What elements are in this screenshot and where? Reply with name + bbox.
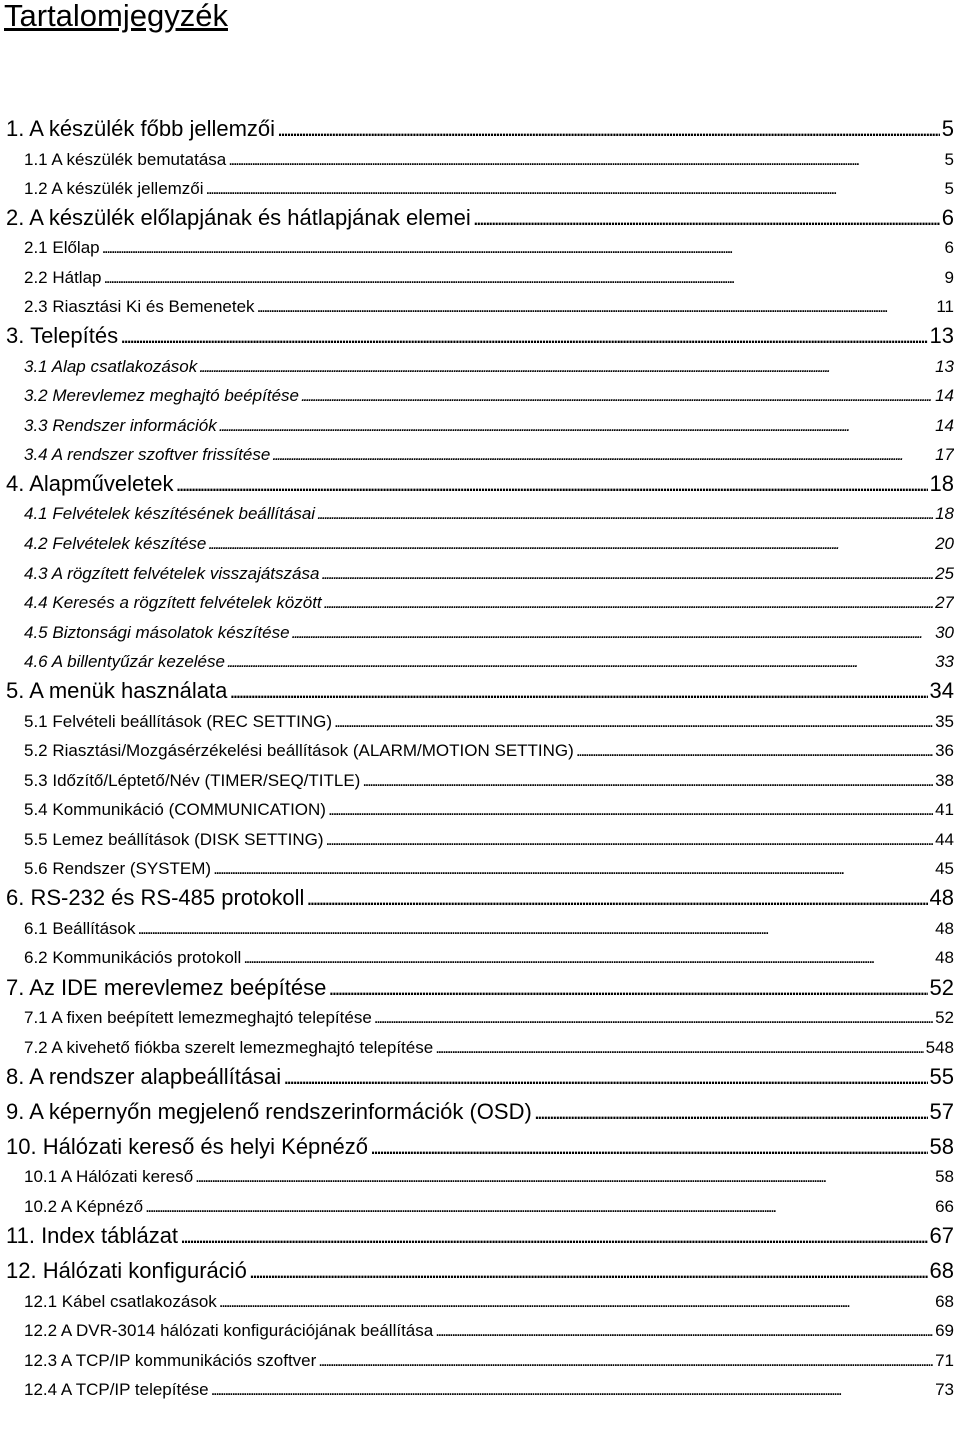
toc-entry-page-number: 13 [935,357,954,376]
dot-leader [257,297,935,317]
dot-leader [249,1258,928,1284]
toc-entry-page-number: 52 [935,1008,954,1027]
toc-entry-label: 4.1 Felvételek készítésének beállításai [24,504,316,523]
page-title: Tartalomjegyzék [4,0,228,33]
toc-entry[interactable] [6,1134,954,1164]
toc-entry[interactable] [6,678,954,708]
dot-leader [219,416,933,436]
toc-entry[interactable] [24,919,954,945]
toc-entry[interactable] [24,534,954,560]
toc-entry[interactable] [24,357,954,383]
toc-entry-label: 12.3 A TCP/IP kommunikációs szoftver [24,1351,317,1370]
toc-entry[interactable] [24,1167,954,1193]
toc-entry-label: 5. A menük használata [6,678,228,703]
dot-leader [328,800,933,820]
toc-entry-page-number: 52 [929,975,954,1000]
toc-entry-page-number: 6 [944,238,954,257]
toc-entry-page-number: 68 [935,1292,954,1311]
toc-entry[interactable] [24,150,954,176]
dot-leader [370,1134,928,1160]
toc-entry-label: 2.1 Előlap [24,238,100,257]
dot-leader [176,471,928,497]
dot-leader [277,116,940,142]
toc-entry-page-number: 48 [935,948,954,967]
toc-entry[interactable] [24,830,954,856]
toc-entry-label: 9. A képernyőn megjelenő rendszerinformációk (OSD) [6,1099,532,1124]
toc-entry-page-number: 48 [929,885,954,910]
toc-entry[interactable] [24,1321,954,1347]
toc-entry-label: 12.2 A DVR-3014 hálózati konfigurációjának beállítása [24,1321,434,1340]
toc-entry-page-number: 57 [929,1099,954,1124]
toc-entry-label: 4.6 A billentyűzár kezelése [24,652,225,671]
toc-entry-page-number: 34 [929,678,954,703]
toc-entry[interactable] [24,652,954,678]
dot-leader [120,323,927,349]
toc-entry-label: 1.2 A készülék jellemzői [24,179,204,198]
toc-entry-page-number: 6 [941,205,954,230]
toc-entry-label: 3.1 Alap csatlakozások [24,357,198,376]
dot-leader [292,623,934,643]
toc-entry-label: 2.2 Hátlap [24,268,102,287]
toc-entry[interactable] [6,205,954,235]
toc-entry-label: 6. RS-232 és RS-485 protokoll [6,885,305,910]
dot-leader [229,678,927,704]
toc-entry-label: 5.3 Időzítő/Léptető/Név (TIMER/SEQ/TITLE) [24,771,361,790]
toc-entry[interactable] [24,1351,954,1377]
dot-leader [473,205,940,231]
toc-entry[interactable] [24,593,954,619]
toc-entry-page-number: 68 [929,1258,954,1283]
dot-leader [219,1292,933,1312]
dot-leader [324,593,933,613]
toc-entry[interactable] [24,948,954,974]
toc-entry[interactable] [24,504,954,530]
toc-entry[interactable] [6,1099,954,1129]
dot-leader [283,1064,927,1090]
toc-entry-page-number: 33 [935,652,954,671]
toc-entry-label: 3. Telepítés [6,323,119,348]
dot-leader [435,1038,923,1058]
dot-leader [206,179,943,199]
toc-entry-label: 5.4 Kommunikáció (COMMUNICATION) [24,800,326,819]
toc-entry-page-number: 18 [935,504,954,523]
toc-entry-page-number: 48 [935,919,954,938]
toc-entry-page-number: 67 [929,1223,954,1248]
dot-leader [272,445,933,465]
toc-entry-page-number: 30 [935,623,954,642]
toc-entry-page-number: 5 [944,179,954,198]
toc-entry[interactable] [24,859,954,885]
toc-entry-page-number: 66 [935,1197,954,1216]
toc-entry-page-number: 35 [935,712,954,731]
toc-entry[interactable] [24,1038,954,1064]
toc-entry[interactable] [24,741,954,767]
toc-entry[interactable] [24,771,954,797]
dot-leader [102,238,943,258]
toc-entry-label: 3.2 Merevlemez meghajtó beépítése [24,386,299,405]
dot-leader [328,975,927,1001]
toc-entry[interactable] [24,179,954,205]
toc-entry[interactable] [6,323,954,353]
toc-entry[interactable] [6,1223,954,1253]
toc-entry-page-number: 17 [935,445,954,464]
toc-entry[interactable] [24,1292,954,1318]
toc-entry-page-number: 20 [935,534,954,553]
dot-leader [208,534,933,554]
toc-entry[interactable] [6,1258,954,1288]
toc-entry-label: 10.2 A Képnéző [24,1197,144,1216]
toc-entry-label: 12. Hálózati konfiguráció [6,1258,247,1283]
toc-entry-page-number: 25 [935,564,954,583]
toc-entry-label: 5.1 Felvételi beállítások (REC SETTING) [24,712,332,731]
toc-entry-page-number: 14 [935,416,954,435]
toc-entry[interactable] [24,297,954,323]
toc-entry-page-number: 27 [935,593,954,612]
toc-entry[interactable] [6,116,954,146]
toc-entry[interactable] [6,1064,954,1094]
toc-entry[interactable] [24,416,954,442]
toc-entry[interactable] [6,975,954,1005]
toc-entry-page-number: 9 [944,268,954,287]
toc-entry-label: 3.4 A rendszer szoftver frissítése [24,445,271,464]
toc-entry-page-number: 58 [929,1134,954,1159]
toc-entry-label: 3.3 Rendszer információk [24,416,217,435]
toc-entry-page-number: 41 [935,800,954,819]
toc-entry-label: 8. A rendszer alapbeállításai [6,1064,282,1089]
toc-entry-label: 1. A készülék főbb jellemzői [6,116,276,141]
toc-entry[interactable] [24,445,954,471]
toc-entry-page-number: 69 [935,1321,954,1340]
dot-leader [576,741,933,761]
toc-entry-page-number: 36 [935,741,954,760]
toc-entry[interactable] [24,1008,954,1034]
toc-entry-page-number: 58 [935,1167,954,1186]
toc-entry-label: 7.1 A fixen beépített lemezmeghajtó telepítése [24,1008,372,1027]
dot-leader [374,1008,933,1028]
dot-leader [211,1380,933,1400]
toc-entry[interactable] [24,564,954,590]
toc-entry-label: 4.4 Keresés a rögzített felvételek között [24,593,322,612]
toc-entry-page-number: 18 [929,471,954,496]
toc-entry[interactable] [24,238,954,264]
toc-entry-label: 1.1 A készülék bemutatása [24,150,227,169]
toc-entry-label: 4. Alapműveletek [6,471,174,496]
toc-entry-label: 6.2 Kommunikációs protokoll [24,948,242,967]
dot-leader [435,1321,933,1341]
dot-leader [213,859,933,879]
toc-entry-label: 10.1 A Hálózati kereső [24,1167,194,1186]
dot-leader [104,268,943,288]
toc-entry-label: 2. A készülék előlapjának és hátlapjának elemei [6,205,471,230]
toc-entry-label: 12.1 Kábel csatlakozások [24,1292,217,1311]
dot-leader [180,1223,927,1249]
toc-entry-page-number: 11 [936,297,954,316]
toc-entry[interactable] [24,1197,954,1223]
toc-entry[interactable] [24,623,954,649]
toc-entry-page-number: 548 [925,1038,954,1057]
dot-leader [326,830,934,850]
dot-leader [227,652,933,672]
toc-entry-label: 2.3 Riasztási Ki és Bemenetek [24,297,255,316]
toc-entry-label: 11. Index táblázat [6,1223,179,1248]
dot-leader [243,948,933,968]
dot-leader [199,357,933,377]
toc-entry-label: 4.3 A rögzített felvételek visszajátszása [24,564,320,583]
toc-entry-page-number: 71 [935,1351,954,1370]
toc-entry-label: 12.4 A TCP/IP telepítése [24,1380,209,1399]
toc-entry[interactable] [24,268,954,294]
dot-leader [317,504,933,524]
toc-entry[interactable] [24,1380,954,1406]
dot-leader [138,919,934,939]
toc-entry-page-number: 38 [935,771,954,790]
toc-entry[interactable] [6,471,954,501]
toc-entry[interactable] [6,885,954,915]
toc-entry-page-number: 14 [935,386,954,405]
toc-entry-page-number: 5 [944,150,954,169]
toc-entry-label: 5.2 Riasztási/Mozgásérzékelési beállítások (ALARM/MOTION SETTING) [24,741,574,760]
toc-entry-page-number: 45 [935,859,954,878]
dot-leader [534,1099,928,1125]
dot-leader [321,564,933,584]
toc-entry[interactable] [24,800,954,826]
toc-entry-page-number: 55 [929,1064,954,1089]
dot-leader [301,386,933,406]
dot-leader [195,1167,933,1187]
toc-entry-page-number: 44 [935,830,954,849]
toc-entry-label: 5.5 Lemez beállítások (DISK SETTING) [24,830,324,849]
toc-entry-page-number: 5 [941,116,954,141]
toc-entry-page-number: 13 [929,323,954,348]
dot-leader [334,712,933,732]
toc-entry[interactable] [24,712,954,738]
dot-leader [362,771,933,791]
toc-entry-label: 4.5 Biztonsági másolatok készítése [24,623,290,642]
toc-entry-label: 5.6 Rendszer (SYSTEM) [24,859,212,878]
toc-entry-page-number: 73 [935,1380,954,1399]
toc-entry-label: 7. Az IDE merevlemez beépítése [6,975,327,1000]
dot-leader [306,885,927,911]
toc-entry[interactable] [24,386,954,412]
dot-leader [318,1351,933,1371]
toc-entry-label: 6.1 Beállítások [24,919,136,938]
toc-entry-label: 4.2 Felvételek készítése [24,534,207,553]
toc-entry-label: 7.2 A kivehető fiókba szerelt lemezmeghajtó telepítése [24,1038,434,1057]
dot-leader [145,1197,933,1217]
dot-leader [228,150,942,170]
toc-entry-label: 10. Hálózati kereső és helyi Képnéző [6,1134,368,1159]
